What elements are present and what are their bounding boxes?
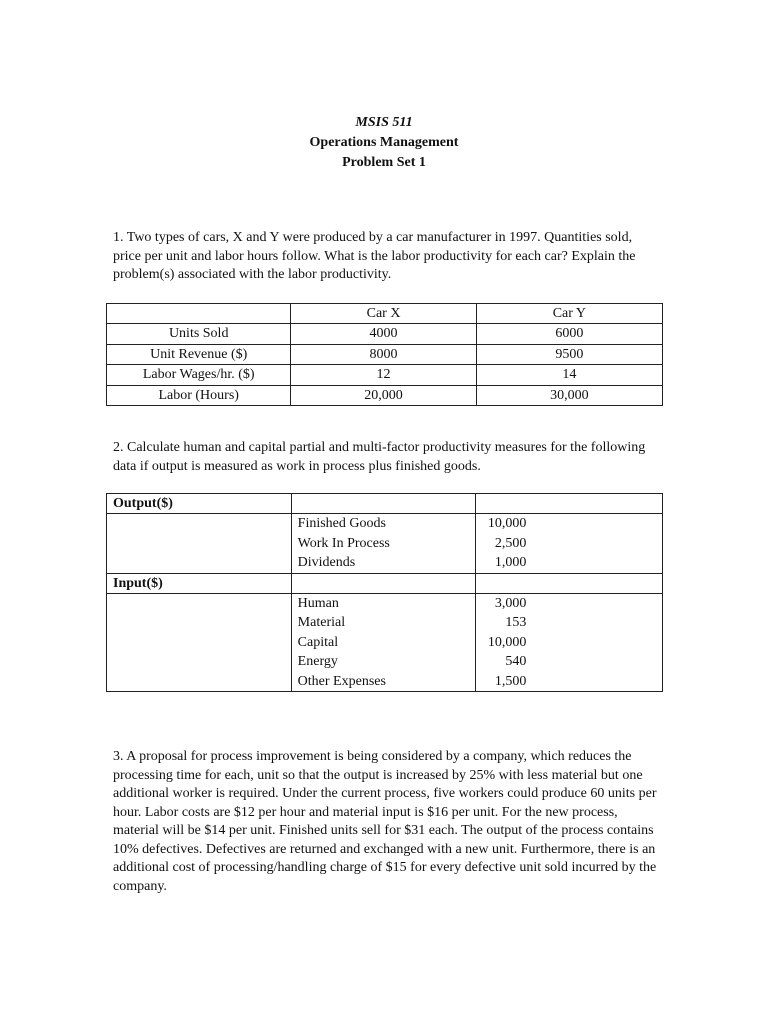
input-value: 3,000 [494, 596, 527, 612]
input-item: Capital [297, 634, 339, 650]
input-value: 540 [505, 654, 527, 670]
cars-row-label: Labor (Hours) [107, 385, 291, 405]
output-items [291, 514, 476, 573]
cars-table [106, 303, 663, 406]
input-item: Energy [297, 654, 338, 670]
output-value: 2,500 [494, 535, 527, 551]
input-item: Material [297, 615, 346, 631]
cars-row-y: 6000 [476, 324, 662, 344]
cars-row-y: 9500 [476, 344, 662, 364]
subject-title: Operations Management [309, 135, 459, 150]
cars-row-x: 4000 [291, 324, 476, 344]
cars-row-x: 12 [291, 365, 476, 385]
course-title: MSIS 511 [355, 115, 413, 130]
cars-row-x: 8000 [291, 344, 476, 364]
cars-row-y: 14 [476, 365, 662, 385]
output-value: 10,000 [487, 516, 527, 532]
input-item: Human [297, 596, 339, 612]
output-value: 1,000 [494, 555, 527, 571]
output-values [476, 514, 663, 573]
output-item: Finished Goods [297, 516, 386, 532]
cars-row-label: Unit Revenue ($) [107, 344, 291, 364]
output-item: Dividends [297, 555, 356, 571]
title-block [0, 113, 768, 173]
cars-header-y: Car Y [476, 304, 662, 324]
input-items [291, 594, 476, 692]
input-values [476, 594, 663, 692]
output-label: Output($) [107, 494, 292, 514]
input-item: Other Expenses [297, 673, 386, 689]
productivity-table [106, 493, 663, 692]
problem-set-title: Problem Set 1 [342, 155, 426, 170]
question-2-text: 2. Calculate human and capital partial and multi-factor productivity measures for the following data if output is measured as work in process plus finished goods. [113, 440, 646, 474]
cars-row-label: Units Sold [107, 324, 291, 344]
input-value: 10,000 [487, 634, 527, 650]
output-item: Work In Process [297, 535, 390, 551]
question-3-text: 3. A proposal for process improvement is being considered by a company, which reduces the processing time for each, unit so that the output is increased by 25% with less material but one additional worker is required. Under the current process, five workers could produce 60 units per hour. Labor costs are $12 per hour and material input is $16 per unit. For the new process, material will be $14 per unit. Finished units sell for $31 each. The output of the process contains 10% defectives. Defectives are returned and exchanged with a new unit. Furthermore, there is an additional cost of processing/handling charge of $15 for every defective unit sold incurred by the company. [113, 749, 657, 894]
cars-header-blank [107, 304, 291, 324]
cars-row-label: Labor Wages/hr. ($) [107, 365, 291, 385]
input-value: 1,500 [494, 673, 527, 689]
cars-row-x: 20,000 [291, 385, 476, 405]
cars-row-y: 30,000 [476, 385, 662, 405]
input-value: 153 [505, 615, 527, 631]
cars-header-x: Car X [291, 304, 476, 324]
input-label: Input($) [107, 573, 292, 593]
question-1-text: 1. Two types of cars, X and Y were produced by a car manufacturer in 1997. Quantities sold, price per unit and labor hours follow. What is the labor productivity for each car? Explain the problem(s) associated with the labor productivity. [113, 230, 636, 282]
